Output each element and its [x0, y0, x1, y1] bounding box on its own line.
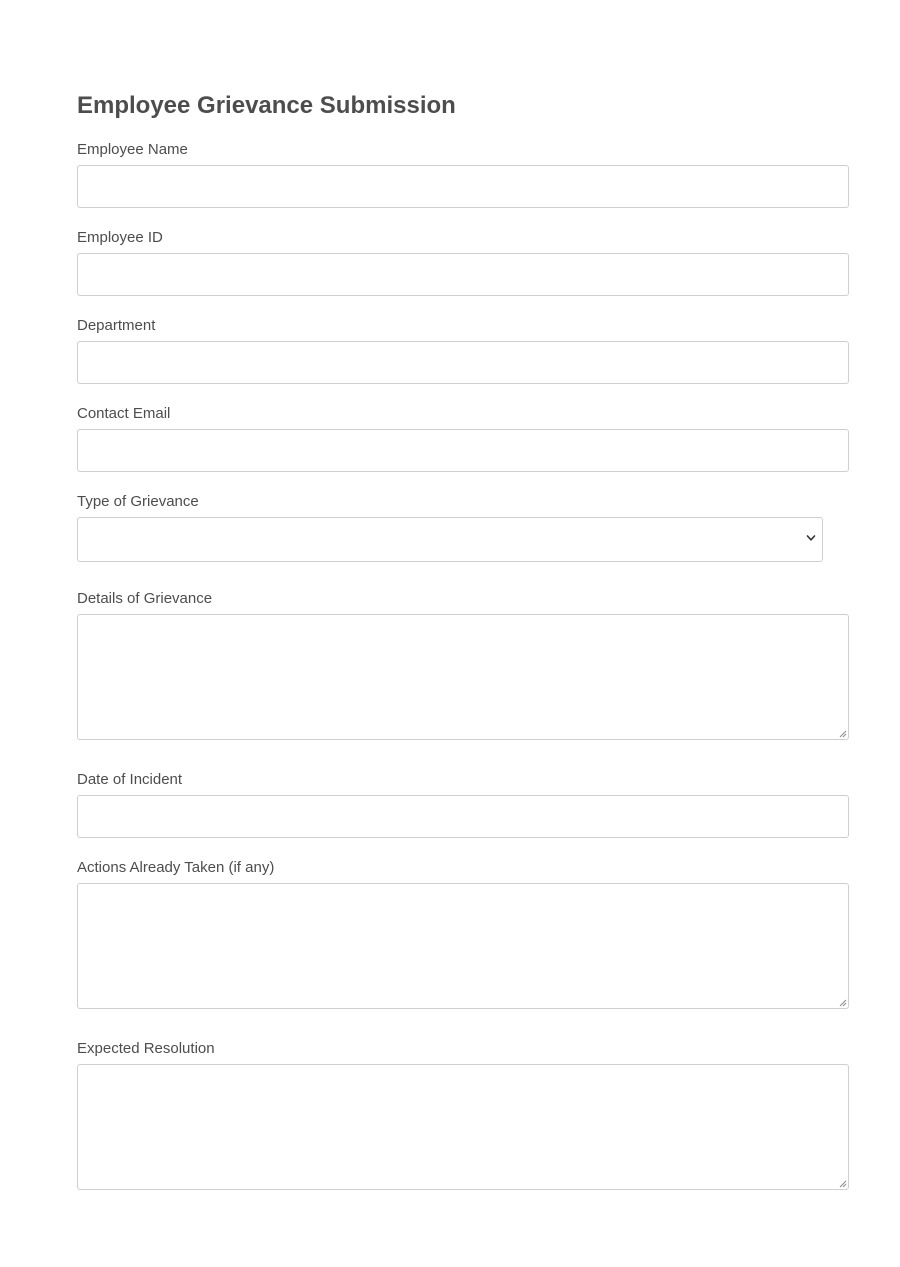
- employee-id-input[interactable]: [77, 253, 849, 296]
- resize-grip-icon[interactable]: [838, 998, 847, 1007]
- date-of-incident-input[interactable]: [77, 795, 849, 838]
- actions-taken-textarea[interactable]: [77, 883, 849, 1009]
- details-field: [77, 590, 849, 740]
- expected-resolution-label: Expected Resolution: [77, 1040, 215, 1057]
- employee-name-input[interactable]: [77, 165, 849, 208]
- employee-id-label: Employee ID: [77, 229, 163, 246]
- details-label: Details of Grievance: [77, 590, 213, 607]
- grievance-type-label: Type of Grievance: [77, 493, 199, 510]
- expected-resolution-textarea[interactable]: [77, 1064, 849, 1190]
- form-title: Employee Grievance Submission: [77, 92, 456, 119]
- resize-grip-icon[interactable]: [838, 1179, 847, 1188]
- chevron-down-icon: [806, 533, 816, 543]
- contact-email-input[interactable]: [77, 429, 849, 472]
- contact-email-label: Contact Email: [77, 405, 171, 422]
- contact-email-field: [77, 405, 849, 472]
- date-of-incident-field: [77, 771, 849, 838]
- grievance-type-field: [77, 493, 849, 562]
- resize-grip-icon[interactable]: [838, 729, 847, 738]
- details-textarea[interactable]: [77, 614, 849, 740]
- employee-name-field: [77, 141, 849, 208]
- department-label: Department: [77, 317, 156, 334]
- department-input[interactable]: [77, 341, 849, 384]
- actions-taken-field: [77, 859, 849, 1009]
- expected-resolution-field: [77, 1040, 849, 1190]
- grievance-type-select[interactable]: [77, 517, 823, 562]
- grievance-form: [77, 92, 849, 1190]
- employee-id-field: [77, 229, 849, 296]
- date-of-incident-label: Date of Incident: [77, 771, 183, 788]
- department-field: [77, 317, 849, 384]
- employee-name-label: Employee Name: [77, 141, 188, 158]
- actions-taken-label: Actions Already Taken (if any): [77, 859, 275, 876]
